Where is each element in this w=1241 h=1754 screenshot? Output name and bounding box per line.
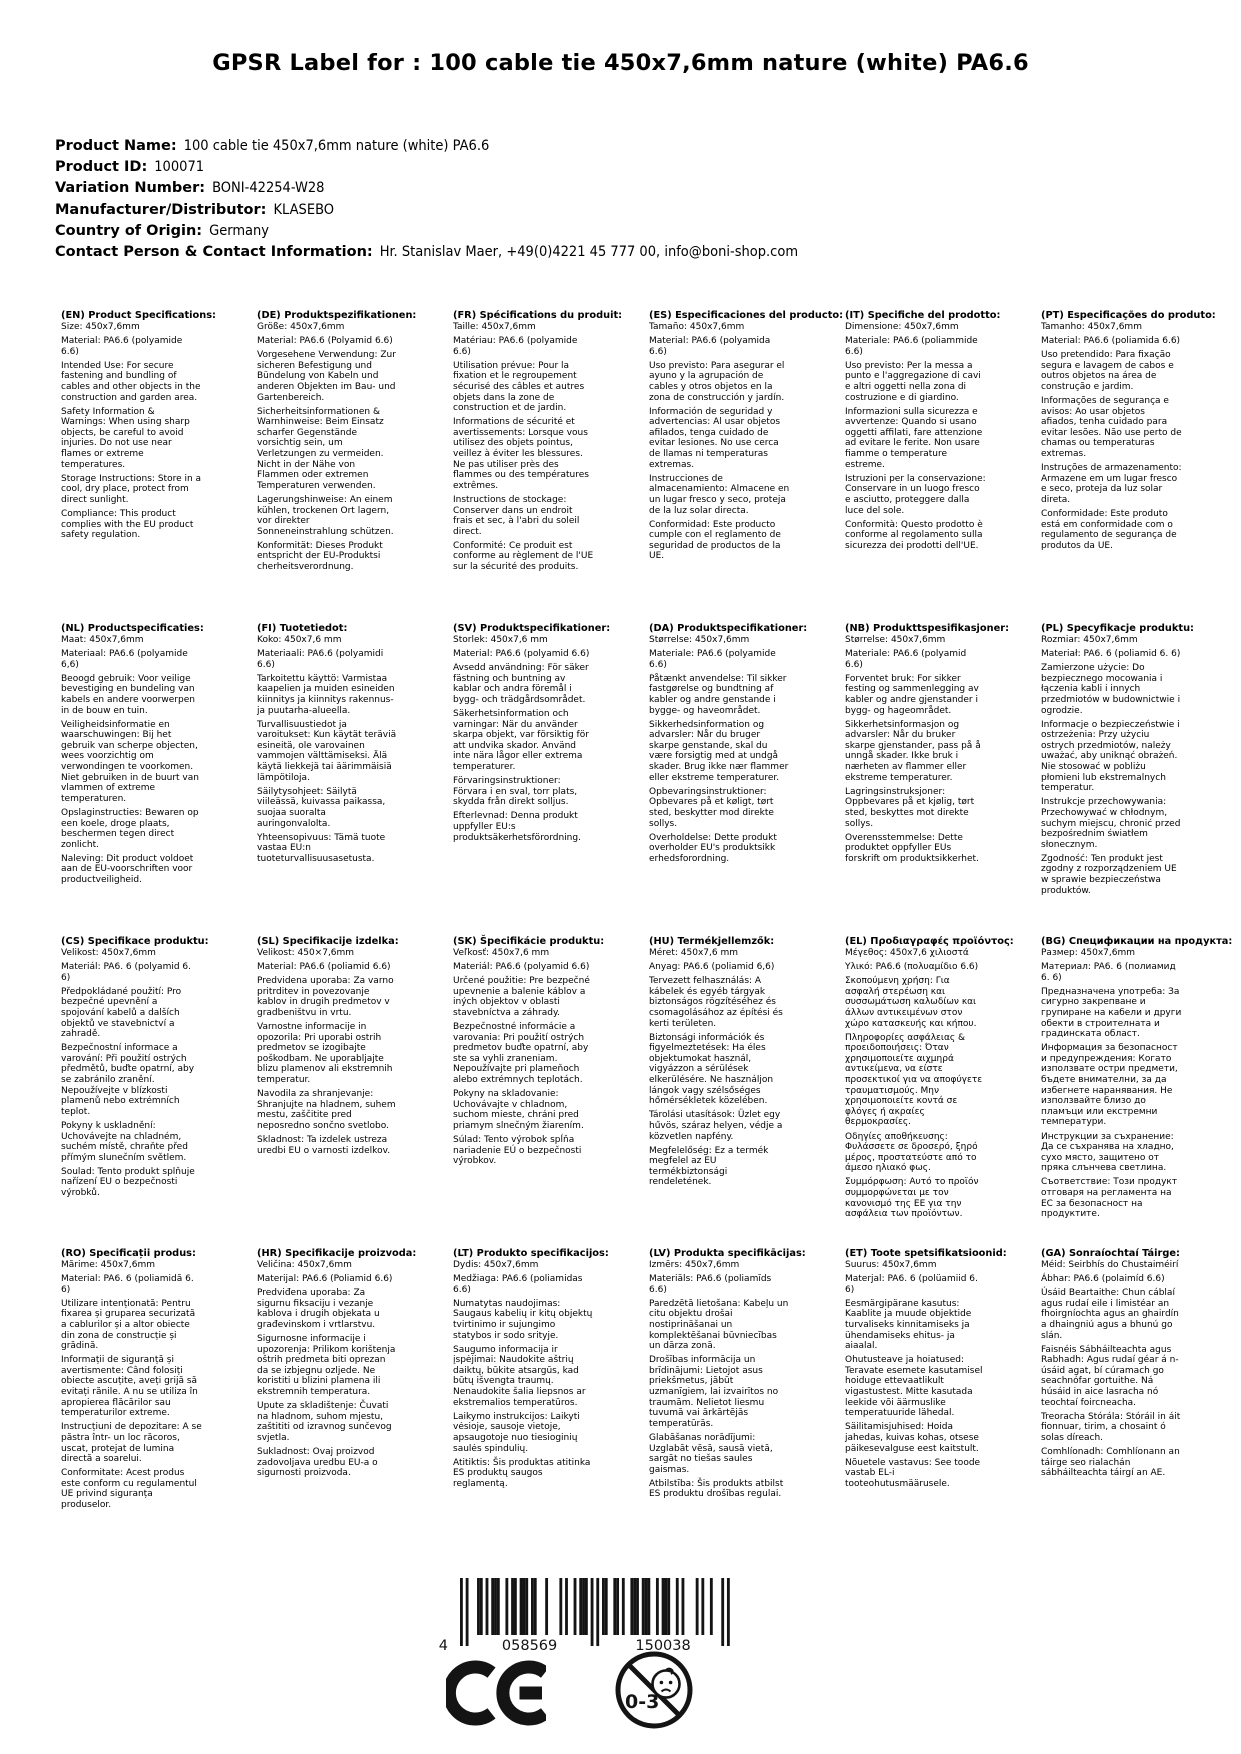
barcode-bar — [664, 1578, 667, 1635]
barcode-bar — [616, 1578, 619, 1635]
barcode-bar — [466, 1578, 469, 1646]
spec-paragraph: Materiale: PA6.6 (poliammide 6.6) — [845, 336, 978, 357]
spec-paragraph: Comhlíonadh: Comhlíonann an táirge seo rialachán sábháilteachta táirgí an AE. — [1041, 1447, 1180, 1479]
spec-paragraph: Utilizare intenționată: Pentru fixarea și gruparea securizată a cablurilor și a altor obiecte din zona de construcție și grădină. — [61, 1298, 196, 1352]
barcode-bar — [605, 1578, 608, 1635]
spec-paragraph: Conformitate: Acest produs este conform cu regulamentul UE privind siguranța produselor. — [61, 1468, 197, 1510]
spec-paragraph: Größe: 450x7,6mm — [257, 322, 345, 332]
spec-paragraph: Dydis: 450x7,6mm — [453, 1260, 539, 1270]
spec-paragraph: Veľkosť: 450x7,6 mm — [453, 948, 550, 958]
spec-paragraph: Upute za skladištenje: Čuvati na hladnom, suhom mjestu, zaštititi od izravnog sunčevog svjetla. — [257, 1401, 392, 1443]
barcode-bar — [497, 1578, 500, 1635]
barcode-bar — [565, 1578, 568, 1635]
spec-paragraph: Taille: 450x7,6mm — [453, 322, 536, 332]
spec-paragraph: Materjal: PA6. 6 (polüamiid 6. 6) — [845, 1274, 978, 1295]
product-info-value: 100 cable tie 450x7,6mm nature (white) PA6.6 — [183, 138, 490, 154]
spec-paragraph: Размер: 450x7,6mm — [1041, 948, 1136, 958]
spec-block-heading: (SV) Produktspecifikationer: — [453, 623, 611, 634]
spec-paragraph: Overholdelse: Dette produkt overholder EU's produktsikk erhedsforordning. — [649, 832, 777, 864]
spec-block-ro — [61, 1248, 213, 1514]
spec-block-heading: (DA) Produktspecifikationer: — [649, 623, 808, 634]
barcode-bar — [486, 1578, 489, 1635]
barcode-bar — [682, 1578, 685, 1635]
spec-block-it — [845, 310, 1001, 555]
barcode-bar — [633, 1578, 636, 1635]
spec-paragraph: Informations de sécurité et avertissements: Lorsque vous utilisez des objets pointus, veillez à éviter les blessures. Ne pas utiliser près des flammes ou des températures extrêmes. — [453, 417, 589, 491]
barcode-bar — [636, 1578, 639, 1635]
spec-paragraph: Avsedd användning: För säker fästning och buntning av kablar och andra föremål i bygg- och trädgårdsområdet. — [453, 663, 589, 705]
product-info-line — [55, 157, 798, 178]
product-info-value: KLASEBO — [273, 201, 335, 218]
baby-eye-left — [660, 1681, 664, 1685]
product-info-label: Product Name: — [55, 138, 177, 154]
spec-paragraph: Izmērs: 450x7,6mm — [649, 1260, 740, 1270]
spec-paragraph: Predvidena uporaba: Za varno pritrditev in povezovanje kablov in drugih predmetov v gradbeništvu in vrtu. — [257, 976, 394, 1018]
page-title: GPSR Label for : 100 cable tie 450x7,6mm nature (white) PA6.6 — [212, 50, 1029, 76]
spec-paragraph: Информация за безопасност и предупреждения: Когато използвате остри предмети, бъдете внимателни, за да избегнете наранявания. Не използвайте близо до пламъци или екстремни температури. — [1041, 1043, 1178, 1128]
barcode-bar — [534, 1578, 537, 1635]
spec-block-hr — [257, 1248, 417, 1482]
barcode-bar — [525, 1578, 528, 1635]
spec-paragraph: Dimensione: 450x7,6mm — [845, 322, 959, 332]
spec-paragraph: Beoogd gebruik: Voor veilige bevestiging en bundeling van kabels en andere voorwerpen in de bouw en tuin. — [61, 673, 195, 716]
barcode-bar — [710, 1578, 713, 1635]
spec-block-fi — [257, 623, 409, 868]
spec-paragraph: Numatytas naudojimas: Saugaus kabelių ir kitų objektų tvirtinimo ir sujungimo statybos ir sodo srityje. — [453, 1298, 593, 1341]
spec-block-heading: (ET) Toote spetsifikatsioonid: — [845, 1248, 1007, 1259]
spec-paragraph: Size: 450x7,6mm — [61, 322, 140, 332]
spec-paragraph: Informações de segurança e avisos: Ao usar objetos afiados, tenha cuidado para evitar lesões. Não use perto de chamas ou temperaturas extremas. — [1041, 396, 1182, 460]
spec-paragraph: Förvaringsinstruktioner: Förvara i en sval, torr plats, skydda från direkt solljus. — [453, 776, 578, 808]
product-info-value: Hr. Stanislav Maer, +49(0)4221 45 777 00, info@boni-shop.com — [379, 244, 799, 261]
product-info-line — [55, 178, 798, 199]
spec-paragraph: Koko: 450x7,6 mm — [257, 635, 342, 645]
spec-paragraph: Rozmiar: 450x7,6mm — [1041, 635, 1138, 645]
spec-paragraph: Lagringsinstruksjoner: Oppbevares på et kjølig, tørt sted, beskyttes mot direkte sollys. — [845, 786, 975, 829]
barcode-bar — [591, 1578, 594, 1646]
spec-paragraph: Tarkoitettu käyttö: Varmistaa kaapelien ja muiden esineiden kiinnitys ja kiinnitys rakennus- ja puutarha-alueella. — [257, 673, 395, 716]
spec-paragraph: Materiál: PA6.6 (polyamid 6.6) — [453, 962, 590, 973]
spec-paragraph: Safety Information & Warnings: When using sharp objects, be careful to avoid injuries. Do not use near flames or extreme temperatures. — [61, 406, 190, 470]
spec-paragraph: Yhteensopivuus: Tämä tuote vastaa EU:n tuoteturvallisuusasetusta. — [257, 832, 386, 864]
spec-paragraph: Veličina: 450x7,6mm — [257, 1260, 352, 1270]
spec-paragraph: Maat: 450x7,6mm — [61, 635, 144, 645]
spec-block-heading: (EL) Προδιαγραφές προϊόντος: — [845, 936, 1014, 947]
spec-block-heading: (CS) Specifikace produktu: — [61, 936, 209, 947]
spec-paragraph: Sicherheitsinformationen & Warnhinweise: Beim Einsatz scharfer Gegenstände vorsichtig sein, um Verletzungen zu vermeiden. Nicht in der Nähe von Flammen oder extremen Temperaturen verwenden. — [257, 406, 384, 491]
barcode-bar — [579, 1578, 582, 1635]
spec-paragraph: Material: PA6.6 (polyamida 6.6) — [649, 336, 771, 357]
spec-paragraph: Utilisation prévue: Pour la fixation et le regroupement sécurisé des câbles et autres objets dans la zone de construction et de jardin. — [453, 360, 585, 414]
spec-paragraph: Turvallisuustiedot ja varoitukset: Kun käytät teräviä esineitä, ole varovainen vammojen välttämiseksi. Älä käytä liekkejä tai äärimmäisiä lämpötiloja. — [257, 719, 397, 783]
spec-paragraph: Material: PA6.6 (poliamida 6.6) — [1041, 336, 1181, 347]
barcode-bar — [630, 1578, 633, 1635]
spec-block-heading: (DE) Produktspezifikationen: — [257, 310, 417, 321]
spec-block-heading: (LV) Produkta specifikācijas: — [649, 1248, 806, 1259]
spec-block-hu — [649, 936, 801, 1191]
spec-paragraph: Varnostne informacije in opozorila: Pri uporabi ostrih predmetov se izogibajte poškodbam. Ne uporabljajte blizu plamenov ali ekstremnih temperatur. — [257, 1022, 393, 1086]
product-info-value: BONI-42254-W28 — [212, 180, 325, 197]
spec-paragraph: Påtænkt anvendelse: Til sikker fastgørelse og bundtning af kabler og andre genstande i bygge- og haveområdet. — [649, 673, 787, 716]
spec-paragraph: Material: PA6.6 (Polyamid 6.6) — [257, 336, 393, 347]
spec-paragraph: Naleving: Dit product voldoet aan de EU-voorschriften voor productveiligheid. — [61, 853, 194, 885]
spec-paragraph: Instruções de armazenamento: Armazene em um lugar fresco e seco, proteja da luz solar direta. — [1041, 463, 1182, 505]
spec-paragraph: Mărime: 450x7,6mm — [61, 1260, 156, 1270]
spec-paragraph: Informacje o bezpieczeństwie i ostrzeżenia: Przy użyciu ostrych przedmiotów, należy uważać, aby uniknąć obrażeń. Nie stosować w pobliżu płomieni lub ekstremalnych temperatur. — [1041, 719, 1180, 794]
spec-paragraph: Anyag: PA6.6 (poliamid 6,6) — [649, 962, 775, 973]
barcode-bar — [613, 1578, 616, 1635]
spec-paragraph: Compliance: This product complies with the EU product safety regulation. — [61, 509, 194, 541]
spec-block-heading: (GA) Sonraíochtaí Táirge: — [1041, 1248, 1180, 1259]
product-info-line — [55, 221, 798, 242]
spec-block-heading: (NL) Productspecificaties: — [61, 623, 204, 634]
barcode-bar — [582, 1578, 585, 1635]
spec-block-da — [649, 623, 808, 868]
spec-block-cs — [61, 936, 213, 1202]
spec-paragraph: Forventet bruk: For sikker festing og sammenlegging av kabler og andre gjenstander i bygg- og hageområdet. — [845, 673, 979, 716]
spec-paragraph: Materiale: PA6.6 (polyamid 6.6) — [845, 649, 967, 670]
spec-paragraph: Méret: 450x7,6 mm — [649, 948, 738, 958]
barcode-bar — [647, 1578, 650, 1635]
spec-block-bg — [1041, 936, 1233, 1223]
spec-block-lv — [649, 1248, 806, 1503]
spec-paragraph: Zamierzone użycie: Do bezpiecznego mocowania i łączenia kabli i innych przedmiotów w budownictwie i ogrodzie. — [1041, 663, 1181, 716]
spec-paragraph: Предназначена употреба: За сигурно закрепване и групиране на кабели и други обекти в строителната и градинската област. — [1041, 986, 1182, 1040]
barcode-bar — [602, 1578, 605, 1635]
spec-block-nb — [845, 623, 1009, 868]
spec-block-heading: (SL) Specifikacije izdelka: — [257, 936, 399, 947]
spec-paragraph: Velikost: 450x7,6mm — [61, 948, 156, 958]
barcode-bar — [531, 1578, 534, 1635]
spec-paragraph: Určené použitie: Pre bezpečné upevnenie a balenie káblov a iných objektov v oblasti stavebníctva a záhrady. — [453, 976, 590, 1018]
spec-paragraph: Οδηγίες αποθήκευσης: Φυλάσσετε σε δροσερό, ξηρό μέρος, προστατεύστε από το άμεσο ηλιακό φως. — [845, 1131, 978, 1174]
spec-block-pl — [1041, 623, 1193, 900]
spec-paragraph: Veiligheidsinformatie en waarschuwingen: Bij het gebruik van scherpe objecten, wees voorzichtig om verwondingen te voorkomen. Niet gebruiken in de buurt van vlammen of extreme temperaturen. — [61, 719, 199, 804]
spec-block-ga — [1041, 1248, 1193, 1482]
spec-paragraph: Opslaginstructies: Bewaren op een koele, droge plaats, beschermen tegen direct zonlicht. — [61, 807, 199, 850]
spec-block-heading: (HR) Specifikacije proizvoda: — [257, 1248, 417, 1259]
product-info-line — [55, 136, 798, 157]
barcode-bar — [676, 1578, 679, 1635]
spec-paragraph: Biztonsági információk és figyelmeztetések: Ha éles objektumokat használ, vigyázzon a sérülések elkerülésére. Ne használjon lángok vagy szélsőséges hőmérsékletek közelében. — [649, 1032, 774, 1107]
spec-paragraph: Material: PA6.6 (polyamide 6.6) — [61, 336, 183, 357]
spec-paragraph: Tervezett felhasználás: A kábelek és egyéb tárgyak biztonságos rögzítéséhez és csomagolásához az építési és kerti területen. — [649, 976, 783, 1029]
barcode-bar — [559, 1578, 562, 1635]
spec-block-heading: (PL) Specyfikacje produktu: — [1041, 623, 1194, 634]
spec-block-fr — [453, 310, 623, 576]
spec-paragraph: Storlek: 450x7,6 mm — [453, 635, 548, 645]
barcode-bar — [727, 1578, 730, 1646]
age-warning-label: 0-3 — [625, 1691, 660, 1713]
spec-paragraph: Suurus: 450x7,6mm — [845, 1260, 937, 1270]
spec-paragraph: Säilytysohjeet: Säilytä viileässä, kuivassa paikassa, suojaa suoralta auringonvalolta. — [257, 786, 386, 829]
spec-block-en — [61, 310, 216, 544]
spec-block-heading: (LT) Produkto specifikacijos: — [453, 1248, 609, 1259]
spec-paragraph: Bezpečnostní informace a varování: Při použití ostrých předmětů, buďte opatrní, aby se zabránilo zranění. Nepoužívejte v blízkosti plamenů nebo extrémních teplot. — [61, 1043, 195, 1117]
spec-paragraph: Medžiaga: PA6.6 (poliamidas 6.6) — [453, 1274, 583, 1295]
spec-paragraph: Συμμόρφωση: Αυτό το προϊόν συμμορφώνεται με τον κανονισμό της ΕΕ για την ασφάλεια των προϊόντων. — [845, 1177, 979, 1220]
spec-paragraph: Overensstemmelse: Dette produktet oppfyller EUs forskrift om produktsikkerhet. — [845, 832, 979, 864]
spec-paragraph: Soulad: Tento produkt splňuje nařízení EU o bezpečnosti výrobků. — [61, 1166, 195, 1198]
spec-paragraph: Laikymo instrukcijos: Laikyti vėsioje, sausoje vietoje, apsaugotoje nuo tiesioginių saulės spindulių. — [453, 1411, 580, 1454]
spec-block-de — [257, 310, 417, 576]
spec-paragraph: Uso previsto: Para asegurar el ayuno y la agrupación de cables y otros objetos en la zona de construcción y jardín. — [649, 360, 785, 403]
spec-paragraph: Størrelse: 450x7,6mm — [845, 635, 946, 645]
barcode-bar — [721, 1578, 724, 1646]
spec-paragraph: Saugumo informacija ir įspėjimai: Naudokite aštrių daiktų, būkite atsargūs, kad būtų išvengta traumų. Nenaudokite šalia liepsnos ar ekstremalios temperatūros. — [453, 1344, 586, 1408]
barcode-bar — [511, 1578, 514, 1635]
barcode-bar — [522, 1578, 525, 1635]
barcode-bar — [667, 1578, 670, 1635]
spec-paragraph: Nõuetele vastavus: See toode vastab EL-i tooteohutusmäärusele. — [845, 1457, 981, 1489]
spec-block-nl — [61, 623, 213, 889]
product-info-value: 100071 — [154, 159, 205, 176]
spec-paragraph: Υλικό: PA6.6 (πολυαμίδιο 6.6) — [845, 962, 979, 973]
product-info-label: Manufacturer/Distributor: — [55, 201, 267, 218]
barcode-bar — [514, 1578, 517, 1635]
spec-paragraph: Zgodność: Ten produkt jest zgodny z rozporządzeniem UE w sprawie bezpieczeństwa produktów. — [1041, 853, 1177, 896]
barcode-bar — [460, 1578, 463, 1646]
spec-block-heading: (FR) Spécifications du produit: — [453, 310, 623, 321]
spec-paragraph: Información de seguridad y advertencias: Al usar objetos afilados, tenga cuidado de evitar lesiones. No use cerca de llamas ni temperaturas extremas. — [649, 406, 781, 470]
spec-paragraph: Instrukcje przechowywania: Przechowywać w chłodnym, suchym miejscu, chronić przed bezpośrednim światłem słonecznym. — [1041, 797, 1181, 850]
spec-block-heading: (SK) Špecifikácie produktu: — [453, 936, 605, 947]
spec-paragraph: Megfelelőség: Ez a termék megfelel az EU termékbiztonsági rendeletének. — [649, 1145, 769, 1188]
barcode-bar — [656, 1578, 659, 1635]
spec-paragraph: Matériau: PA6.6 (polyamide 6.6) — [453, 336, 578, 357]
spec-paragraph: Instrucțiuni de depozitare: A se păstra într- un loc răcoros, uscat, protejat de lumina directă a soarelui. — [61, 1422, 202, 1465]
spec-paragraph: Úsáid Beartaithe: Chun cáblaí agus rudaí eile i limistéar an fhoirgníochta agus an ghairdín a dhaingniú agus a bhunú go slán. — [1041, 1288, 1179, 1341]
product-info-value: Germany — [209, 222, 270, 239]
spec-paragraph: Материал: PA6. 6 (полиамид 6. 6) — [1041, 962, 1176, 983]
spec-paragraph: Tamaño: 450x7,6mm — [649, 322, 745, 332]
spec-paragraph: Eesmärgipärane kasutus: Kaablite ja muude objektide turvaliseks kinnitamiseks ja ühendamiseks ehitus- ja aiaalal. — [845, 1298, 972, 1352]
spec-paragraph: Lagerungshinweise: An einem kühlen, trockenen Ort lagern, vor direkter Sonneneinstrahlung schützen. — [257, 494, 394, 537]
spec-paragraph: Materiāls: PA6.6 (poliamīds 6.6) — [649, 1274, 772, 1295]
spec-paragraph: Súlad: Tento výrobok spĺňa nariadenie EÚ o bezpečnosti výrobkov. — [453, 1135, 582, 1167]
spec-paragraph: Säkerhetsinformation och varningar: När du använder skarpa objekt, var försiktig för att undvika skador. Använd inte nära lågor eller extrema temperaturer. — [453, 709, 589, 773]
spec-block-sk — [453, 936, 605, 1170]
spec-block-et — [845, 1248, 1007, 1493]
product-info-line — [55, 242, 798, 263]
spec-paragraph: Pokyny k uskladnění: Uchovávejte na chladném, suchém místě, chraňte před přímým slunečním světlem. — [61, 1120, 188, 1163]
spec-paragraph: Materiale: PA6.6 (polyamide 6.6) — [649, 649, 776, 670]
barcode-bar — [520, 1578, 523, 1635]
spec-paragraph: Uso pretendido: Para fixação segura e lavagem de cabos e outros objetos na área de construção e jardim. — [1041, 350, 1174, 392]
spec-paragraph: Conformité: Ce produit est conforme au règlement de l'UE sur la sécurité des produits. — [453, 540, 594, 572]
spec-paragraph: Informazioni sulla sicurezza e avvertenze: Quando si usano oggetti affilati, fare attenzione ad evitare le ferite. Non usare fiamme o temperature estreme. — [845, 406, 983, 470]
spec-paragraph: Velikost: 450×7,6mm — [257, 948, 355, 958]
barcode-bar — [574, 1578, 577, 1635]
spec-block-heading: (RO) Specificații produs: — [61, 1248, 196, 1259]
spec-paragraph: Conformità: Questo prodotto è conforme al regolamento sulla sicurezza dei prodotti dell'UE. — [845, 519, 983, 551]
barcode-bar — [491, 1578, 494, 1635]
spec-paragraph: Storage Instructions: Store in a cool, dry place, protect from direct sunlight. — [61, 473, 202, 505]
spec-paragraph: Informații de siguranță și avertismente: Când folosiți obiecte ascuțite, aveți grijă să evitați rănile. A nu se utiliza în apropierea flăcărilor sau temperaturilor extreme. — [61, 1355, 198, 1419]
barcode-bar — [585, 1578, 588, 1635]
barcode-bar — [480, 1578, 483, 1635]
spec-paragraph: Vorgesehene Verwendung: Zur sicheren Befestigung und Bündelung von Kabeln und anderen Objekten im Bau- und Gartenbereich. — [257, 350, 396, 403]
spec-paragraph: Ohutusteave ja hoiatused: Teravate esemete kasutamisel hoiduge ettevaatlikult vigastustest. Mitte kasutada leekide või äärmuslike temperatuuride lähedal. — [845, 1355, 983, 1419]
spec-block-heading: (FI) Tuotetiedot: — [257, 623, 348, 634]
spec-paragraph: Istruzioni per la conservazione: Conservare in un luogo fresco e asciutto, proteggere dalla luce del sole. — [845, 473, 986, 516]
barcode-bar — [596, 1578, 599, 1646]
spec-paragraph: Skladnost: Ta izdelek ustreza uredbi EU o varnosti izdelkov. — [257, 1135, 391, 1156]
spec-paragraph: Tamanho: 450x7,6mm — [1041, 322, 1142, 332]
spec-block-sl — [257, 936, 409, 1160]
spec-paragraph: Sikkerhedsinformation og advarsler: Når du bruger skarpe genstande, skal du være forsigtig med at undgå skader. Brug ikke nær flammer eller ekstreme temperaturer. — [649, 719, 789, 783]
spec-block-heading: (ES) Especificaciones del producto: — [649, 310, 844, 321]
spec-paragraph: Størrelse: 450x7,6mm — [649, 635, 750, 645]
spec-paragraph: Materiál: PA6. 6 (polyamid 6. 6) — [61, 962, 191, 983]
spec-block-heading: (HU) Termékjellemzők: — [649, 936, 775, 947]
spec-paragraph: Paredzētā lietošana: Kabeļu un citu objektu drošai nostiprināšanai un komplektēšanai būvniecības un dārza zonā. — [649, 1298, 789, 1352]
spec-block-el — [845, 936, 1014, 1223]
spec-paragraph: Atitiktis: Šis produktas atitinka ES produktų saugos reglamentą. — [453, 1457, 591, 1489]
age-warning-icon — [612, 1648, 696, 1732]
spec-paragraph: Ábhar: PA6.6 (polaimíd 6.6) — [1041, 1274, 1165, 1285]
spec-paragraph: Sukladnost: Ovaj proizvod zadovoljava uredbu EU-a o sigurnosti proizvoda. — [257, 1447, 378, 1479]
barcode-bar — [505, 1578, 508, 1635]
spec-paragraph: Predviđena uporaba: Za sigurnu fiksaciju i vezanje kablova i drugih objekata u građevinskom i vrtlarstvu. — [257, 1288, 380, 1330]
spec-paragraph: Σκοπούμενη χρήση: Για ασφαλή στερέωση και συσσωμάτωση καλωδίων και άλλων αντικειμένων στον χώρο κατασκευής και κήπου. — [845, 976, 977, 1029]
barcode-bar — [494, 1578, 497, 1635]
spec-paragraph: Conformidad: Este producto cumple con el reglamento de seguridad de productos de la UE. — [649, 519, 781, 562]
spec-paragraph: Konformität: Dieses Produkt entspricht der EU-Produktsi cherheitsverordnung. — [257, 540, 383, 572]
barcode-right-group: 150038 — [635, 1638, 691, 1654]
spec-paragraph: Bezpečnostné informácie a varovania: Pri použití ostrých predmetov buďte opatrní, aby ste sa vyhli zraneniam. Nepoužívajte pri plameňoch alebo extrémnych teplotách. — [453, 1022, 589, 1086]
spec-paragraph: Předpokládané použití: Pro bezpečné upevnění a spojování kabelů a dalších objektů ve stavebnictví a zahradě. — [61, 986, 182, 1040]
spec-paragraph: Navodila za shranjevanje: Shranjujte na hladnem, suhem mestu, zaščitite pred neposredno sončno svetlobo. — [257, 1089, 396, 1131]
spec-paragraph: Säilitamisjuhised: Hoida jahedas, kuivas kohas, otsese päikesevalguse eest kaitstult. — [845, 1422, 979, 1454]
product-info-label: Contact Person & Contact Information: — [55, 244, 373, 261]
spec-paragraph: Drošības informācija un brīdinājumi: Lietojot asus priekšmetus, jābūt uzmanīgiem, lai izvairītos no traumām. Nelietot liesmu tuvumā vai ārkārtējās temperatūrās. — [649, 1355, 779, 1429]
spec-paragraph: Material: PA6.6 (polyamid 6.6) — [453, 649, 590, 660]
spec-paragraph: Treoracha Stórála: Stóráil in áit fionnuar, tirim, a chosaint ó solas díreach. — [1041, 1411, 1181, 1443]
spec-paragraph: Intended Use: For secure fastening and bundling of cables and other objects in the construction and garden area. — [61, 360, 201, 403]
spec-paragraph: Material: PA6.6 (poliamid 6.6) — [257, 962, 391, 973]
barcode-first-digit: 4 — [438, 1638, 448, 1654]
barcode-bar — [701, 1578, 704, 1635]
spec-block-heading: (EN) Product Specifications: — [61, 310, 216, 321]
spec-paragraph: Materiaal: PA6.6 (polyamide 6,6) — [61, 649, 188, 670]
product-info-label: Country of Origin: — [55, 222, 203, 239]
spec-paragraph: Atbilstība: Šis produkts atbilst ES produktu drošības regulai. — [649, 1478, 784, 1500]
spec-paragraph: Conformidade: Este produto está em conformidade com o regulamento de segurança de produtos da UE. — [1041, 509, 1177, 551]
spec-block-es — [649, 310, 844, 565]
spec-paragraph: Materijal: PA6.6 (Poliamid 6.6) — [257, 1274, 393, 1285]
spec-block-heading: (NB) Produkttspesifikasjoner: — [845, 623, 1009, 634]
spec-paragraph: Méid: Seirbhís do Chustaiméirí — [1041, 1260, 1179, 1270]
spec-paragraph: Съответствие: Този продукт отговаря на регламента на ЕС за безопасност на продуктите. — [1041, 1177, 1178, 1220]
spec-paragraph: Sigurnosne informacije i upozorenja: Prilikom korištenja oštrih predmeta biti oprezan da se izbjegnu ozljede. Ne koristiti u blizini plamena ili ekstremnih temperatura. — [257, 1334, 396, 1398]
barcode-bar — [662, 1578, 665, 1635]
baby-eye-right — [669, 1681, 673, 1685]
spec-paragraph: Material: PA6. 6 (poliamidă 6. 6) — [61, 1274, 194, 1295]
spec-paragraph: Materiaali: PA6.6 (polyamidi 6.6) — [257, 649, 384, 670]
spec-block-lt — [453, 1248, 609, 1493]
spec-paragraph: Инструкции за съхранение: Да се съхранява на хладно, сухо място, защитено от пряка слънчева светлина. — [1041, 1131, 1174, 1174]
spec-block-heading: (PT) Especificações do produto: — [1041, 310, 1216, 321]
spec-paragraph: Instrucciones de almacenamiento: Almacene en un lugar fresco y seco, proteja de la luz solar directa. — [649, 473, 790, 516]
spec-paragraph: Uso previsto: Per la messa a punto e l'aggregazione di cavi e altri oggetti nella zona di costruzione e di giardino. — [845, 360, 981, 403]
spec-paragraph: Efterlevnad: Denna produkt uppfyller EU:s produktsäkerhetsförordning. — [453, 811, 581, 843]
spec-block-sv — [453, 623, 611, 847]
product-info-label: Variation Number: — [55, 180, 206, 197]
product-info-section — [55, 136, 798, 263]
barcode-bar — [642, 1578, 645, 1635]
spec-paragraph: Glabāšanas norādījumi: Uzglabāt vēsā, sausā vietā, sargāt no tiešas saules gaismas. — [649, 1432, 773, 1475]
spec-paragraph: Opbevaringsinstruktioner: Opbevares på et køligt, tørt sted, beskytter mod direkte sollys. — [649, 786, 774, 829]
spec-paragraph: Sikkerhetsinformasjon og advarsler: Når du bruker skarpe gjenstander, pass på å unngå skader. Ikke bruk i nærheten av flammer eller ekstreme temperaturer. — [845, 719, 981, 783]
spec-block-heading: (IT) Specifiche del prodotto: — [845, 310, 1001, 321]
barcode-left-group: 058569 — [501, 1638, 558, 1654]
spec-paragraph: Faisnéis Sábháilteachta agus Rabhadh: Agus rudaí géar á n-úsáid agat, bí cúramach go seachnófar gortuithe. Ná húsáid in aice lasracha nó teochtaí foircneacha. — [1041, 1344, 1179, 1408]
spec-block-heading: (BG) Спецификации на продукта: — [1041, 936, 1233, 947]
spec-paragraph: Πληροφορίες ασφάλειας & προειδοποιήσεις: Όταν χρησιμοποιείτε αιχμηρά αντικείμενα, να είστε προσεκτικοί για να αποφύγετε τραυματισμούς. Μην χρησιμοποιείτε κοντά σε φλόγες ή ακραίες θερμοκρασίες. — [845, 1032, 983, 1128]
barcode-bar — [477, 1578, 480, 1635]
barcode-bar — [696, 1578, 699, 1635]
spec-paragraph: Pokyny na skladovanie: Uchovávajte v chladnom, suchom mieste, chráni pred priamym slnečným žiarením. — [453, 1089, 584, 1131]
barcode-bar — [645, 1578, 648, 1635]
barcode-svg — [420, 1578, 750, 1660]
ce-mark-icon — [446, 1658, 546, 1728]
spec-paragraph: Tárolási utasítások: Üzlet egy hűvös, száraz helyen, védje a közvetlen napfény. — [649, 1110, 783, 1142]
ean13-barcode — [420, 1578, 750, 1660]
ce-letter-c — [449, 1667, 491, 1719]
product-info-label: Product ID: — [55, 159, 148, 176]
spec-paragraph: Instructions de stockage: Conserver dans un endroit frais et sec, à l'abri du soleil direct. — [453, 494, 580, 537]
product-info-line — [55, 200, 798, 221]
spec-paragraph: Μέγεθος: 450x7,6 χιλιοστά — [845, 948, 969, 958]
spec-paragraph: Materiał: PA6. 6 (poliamid 6. 6) — [1041, 649, 1181, 660]
barcode-bar — [545, 1578, 548, 1635]
spec-block-pt — [1041, 310, 1216, 555]
barcode-bar — [622, 1578, 625, 1635]
